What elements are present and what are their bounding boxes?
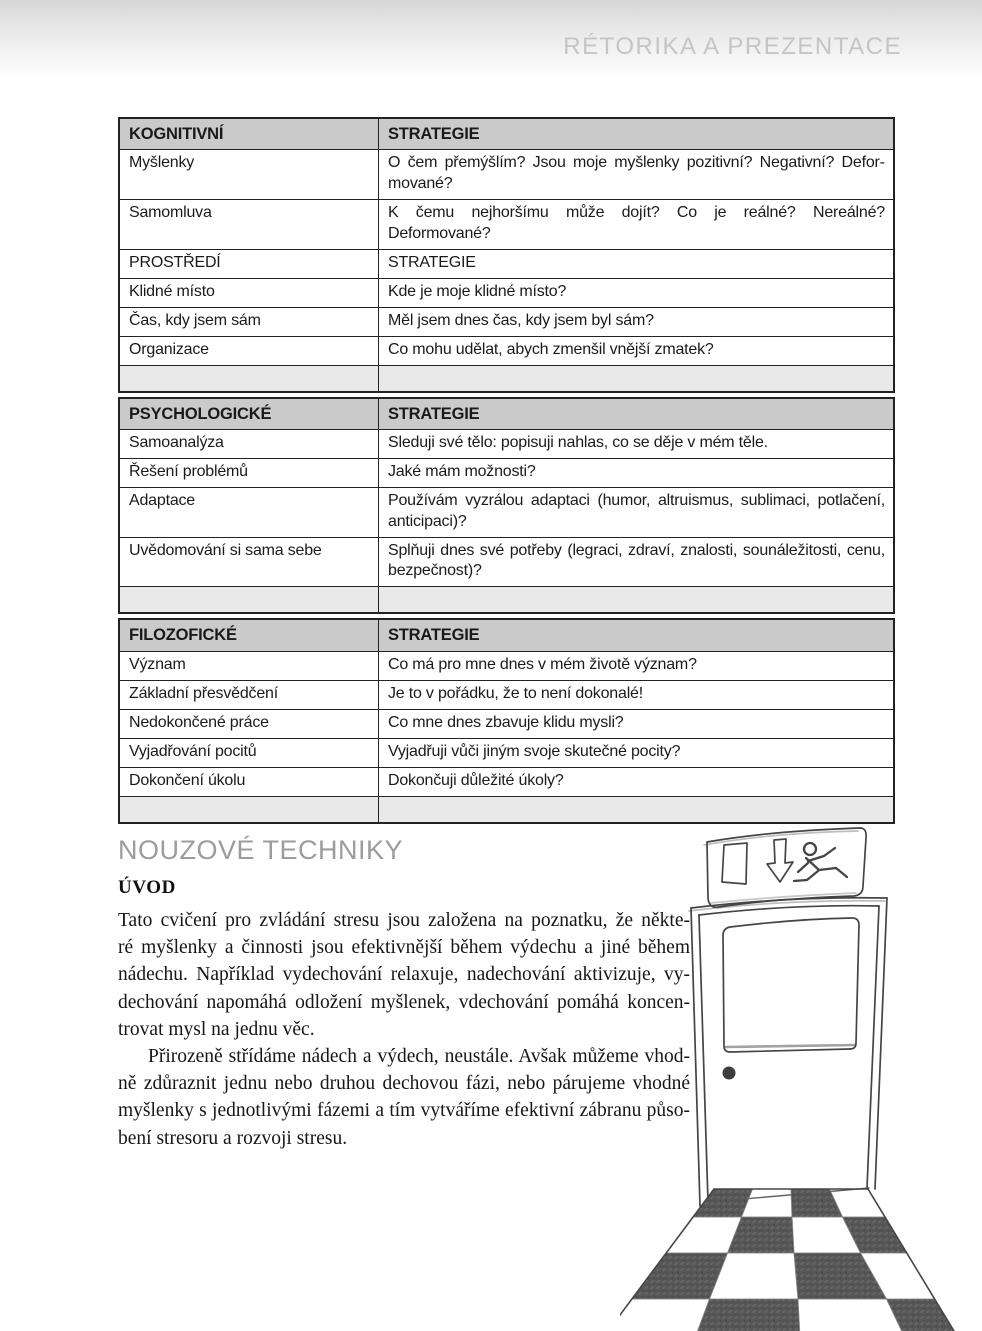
row-label: Uvědomování si sama sebe xyxy=(129,541,322,559)
door-drawing xyxy=(689,898,887,1206)
table-header-row xyxy=(120,620,893,650)
row-label xyxy=(120,587,378,612)
row-label: Adaptace xyxy=(129,492,196,510)
row-strategy: Co mohu udělat, abych zmenšil vnější zmatek? xyxy=(378,337,893,365)
table-row xyxy=(120,149,893,199)
paragraph-line: ré myšlenky a činnosti jsou efektivnější během výdechu a jiné během xyxy=(118,937,690,959)
table-row xyxy=(120,199,893,249)
row-label: FILOZOFICKÉ xyxy=(129,626,237,645)
row-strategy xyxy=(378,587,893,612)
table-row xyxy=(120,278,893,307)
down-arrow-icon xyxy=(767,839,793,882)
row-strategy: Je to v pořádku, že to není dokonalé! xyxy=(378,681,893,709)
row-label: Nedokončené práce xyxy=(129,713,269,731)
table-header-row xyxy=(120,399,893,429)
table-header-row xyxy=(120,119,893,149)
doorknob xyxy=(723,1067,736,1080)
row-label: Vyjadřování pocitů xyxy=(129,742,257,760)
row-strategy: Kde je moje klidné místo? xyxy=(378,279,893,307)
row-strategy: Používám vyzrálou adaptaci (humor, altruismus, sublimaci, potlačení, anticipaci)? xyxy=(378,488,893,537)
exit-sign-icon xyxy=(704,828,866,907)
section-title: NOUZOVÉ TECHNIKY xyxy=(118,835,404,865)
row-label: Organizace xyxy=(129,340,209,358)
row-strategy: K čemu nejhoršímu může dojít? Co je reálné? Nereálné? Deformované? xyxy=(378,200,893,249)
table-row xyxy=(120,537,893,587)
row-strategy: STRATEGIE xyxy=(378,399,893,429)
row-strategy: STRATEGIE xyxy=(378,620,893,650)
row-label: Samomluva xyxy=(129,204,212,222)
row-strategy xyxy=(378,366,893,391)
paragraph-line: ně zdůraznit jednu nebo druhou dechovou fázi, nebo párujeme vhodné xyxy=(118,1073,690,1095)
table-row xyxy=(120,709,893,738)
table-row xyxy=(120,487,893,537)
row-strategy: Vyjadřuji vůči jiným svoje skutečné pocity? xyxy=(378,739,893,767)
row-label: Klidné místo xyxy=(129,282,215,300)
table-row xyxy=(120,307,893,336)
row-label: PROSTŘEDÍ xyxy=(129,253,221,271)
running-header: RÉTORIKA A PREZENTACE xyxy=(563,33,902,60)
row-label: Význam xyxy=(129,655,186,673)
row-label: KOGNITIVNÍ xyxy=(129,125,224,143)
table-row xyxy=(120,429,893,458)
strategy-tables xyxy=(118,117,895,828)
paragraph-line: trovat mysl na jednu věc. xyxy=(118,1018,315,1040)
table-row xyxy=(120,767,893,796)
paragraph-line: Tato cvičení pro zvládání stresu jsou založena na poznatku, že někte- xyxy=(118,910,690,931)
paragraph-line: myšlenky s jednotlivými fázemi a tím vytváříme efektivní zábranu půso- xyxy=(118,1100,690,1122)
row-label: Dokončení úkolu xyxy=(129,771,246,789)
row-strategy: O čem přemýšlím? Jsou moje myšlenky pozitivní? Negativní? Deformované? xyxy=(378,150,893,199)
section-emergency-techniques xyxy=(118,835,690,1152)
row-label: Samoanalýza xyxy=(129,434,224,452)
row-label: Základní přesvědčení xyxy=(129,684,278,702)
table-row xyxy=(120,651,893,680)
table-row xyxy=(120,738,893,767)
row-strategy: Co mne dnes zbavuje klidu mysli? xyxy=(378,710,893,738)
row-label xyxy=(120,797,378,822)
row-label: Myšlenky xyxy=(129,154,195,172)
row-strategy: Dokončuji důležité úkoly? xyxy=(378,768,893,796)
table-row xyxy=(120,458,893,487)
door-icon xyxy=(722,843,747,884)
row-strategy: Sleduji své tělo: popisuji nahlas, co se děje v mém těle. xyxy=(378,430,893,458)
table-row xyxy=(120,680,893,709)
row-strategy: Co má pro mne dnes v mém životě význam? xyxy=(378,652,893,680)
row-strategy: STRATEGIE xyxy=(378,119,893,149)
strategy-table xyxy=(118,618,895,823)
exit-door-sketch xyxy=(620,818,982,1331)
subsection-title: ÚVOD xyxy=(118,877,176,898)
table-empty-row xyxy=(120,365,893,391)
running-person-icon xyxy=(794,843,847,881)
row-strategy: Splňuji dnes své potřeby (legraci, zdraví, znalosti, sounáležitosti, cenu, bezpečnost)? xyxy=(378,538,893,587)
row-strategy: Měl jsem dnes čas, kdy jsem byl sám? xyxy=(378,308,893,336)
paragraph-line: nádechu. Například vydechování relaxuje, nadechování aktivizuje, vy- xyxy=(118,964,690,986)
body-paragraph xyxy=(118,1043,690,1152)
row-strategy: Jaké mám možnosti? xyxy=(378,459,893,487)
paragraph-line: Přirozeně střídáme nádech a výdech, neustále. Avšak můžeme vhod- xyxy=(148,1046,690,1068)
table-row xyxy=(120,249,893,278)
row-label: Řešení problémů xyxy=(129,463,248,481)
paragraph-line: bení stresoru a rozvoji stresu. xyxy=(118,1127,348,1149)
checkered-floor xyxy=(621,1189,982,1331)
row-label: PSYCHOLOGICKÉ xyxy=(129,404,272,423)
row-strategy: STRATEGIE xyxy=(378,250,893,278)
body-paragraph xyxy=(118,907,690,1043)
row-label: Čas, kdy jsem sám xyxy=(129,311,261,329)
table-empty-row xyxy=(120,586,893,612)
row-label xyxy=(120,366,378,391)
strategy-table xyxy=(118,397,895,615)
table-row xyxy=(120,336,893,365)
paragraph-line: dechování napomáhá odložení myšlenek, vdechování pomáhá koncen- xyxy=(118,991,690,1013)
strategy-table xyxy=(118,117,895,393)
